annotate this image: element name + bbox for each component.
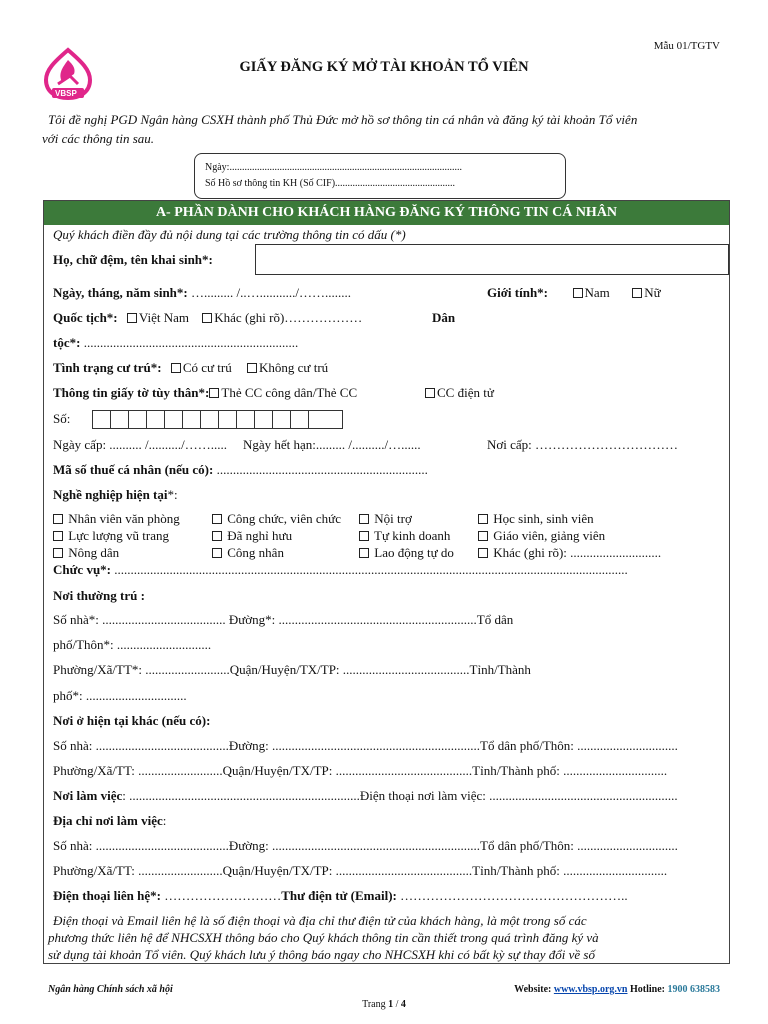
digit-box[interactable] (290, 410, 309, 429)
logo-text: VBSP (55, 89, 77, 98)
workplace-field[interactable]: : .......................................................................Điện thoại nơi làm việc: .......................................................... (122, 788, 678, 803)
occupation-option[interactable]: Giáo viên, giảng viên (478, 528, 605, 544)
residence-yes-label: Có cư trú (182, 360, 232, 375)
ethnic-field[interactable]: .................................................................. (80, 335, 299, 350)
cur-address-line-1[interactable]: Số nhà: .........................................Đường: ................................................................Tổ dân phố/Thôn: ............................... (53, 738, 678, 753)
residence-no-label: Không cư trú (259, 360, 329, 375)
digit-box[interactable] (128, 410, 147, 429)
page-current: 1 (388, 999, 394, 1010)
position-field[interactable]: .............................................................................................................................................................. (111, 562, 628, 577)
ethnic-row (53, 335, 298, 351)
checkbox[interactable] (212, 548, 222, 558)
work-address-line-1[interactable]: Số nhà: .........................................Đường: ................................................................Tổ dân phố/Thôn: ............................... (53, 838, 678, 853)
page-number (0, 999, 768, 1010)
perm-address-label: Nơi thường trú : (53, 588, 145, 603)
website-label: Website: (514, 984, 554, 995)
checkbox[interactable] (212, 514, 222, 524)
id-opt1-label: Thẻ CC công dân/Thẻ CC (221, 385, 358, 400)
section-a-header: A- PHẦN DÀNH CHO KHÁCH HÀNG ĐĂNG KÝ THÔNG TIN CÁ NHÂN (44, 201, 729, 225)
id-label: Thông tin giấy tờ tùy thân*: (53, 385, 210, 400)
id-row (53, 385, 357, 401)
info-date[interactable]: Ngày:............................................................................................. (205, 162, 462, 173)
ethnic-label-part2: tộc*: (53, 335, 81, 350)
nationality-vn-label: Việt Nam (138, 310, 190, 325)
digit-box[interactable] (236, 410, 255, 429)
hotline-number: 1900 638583 (667, 984, 720, 995)
tax-field[interactable]: ................................................................. (213, 462, 428, 477)
full-name-field[interactable] (255, 244, 729, 275)
digit-box[interactable] (254, 410, 273, 429)
residence-yes-checkbox[interactable] (171, 363, 181, 373)
issue-date-field[interactable]: Ngày cấp: .......... /........../……..... (53, 437, 228, 452)
digit-box[interactable] (272, 410, 291, 429)
website-link[interactable]: www.vbsp.org.vn (553, 984, 628, 995)
occupation-option[interactable]: Công nhân (212, 545, 284, 561)
occupation-label-suffix: *: (167, 487, 178, 502)
digit-box[interactable] (92, 410, 111, 429)
notice-line-3: sử dụng tài khoản Tổ viên. Quý khách lưu ý thông báo ngay cho NHCSXH khi có bất kỳ sự thay đổi về số (48, 947, 595, 962)
dob-field[interactable]: …......... /..….........../……........ (187, 285, 351, 300)
gender-male-label: Nam (584, 285, 610, 300)
checkbox[interactable] (212, 531, 222, 541)
tax-label: Mã số thuế cá nhân (nếu có): (53, 462, 214, 477)
residence-no-checkbox[interactable] (247, 363, 257, 373)
email-label: Thư điện tử (Email): (281, 888, 397, 903)
footer-contact (514, 984, 720, 995)
full-name-label: Họ, chữ đệm, tên khai sinh*: (53, 252, 213, 267)
cur-address-line-2[interactable]: Phường/Xã/TT: ..........................Quận/Huyện/TX/TP: ..........................................Tỉnh/Thành phố: ................................ (53, 763, 668, 778)
occupation-option[interactable]: Học sinh, sinh viên (478, 511, 594, 527)
ethnic-label-part1: Dân (432, 310, 456, 325)
id-opt2-label: CC điện tử (437, 385, 494, 400)
id-opt2 (425, 385, 494, 401)
digit-box[interactable] (308, 410, 343, 429)
gender-female-checkbox[interactable] (632, 288, 642, 298)
dob-row (53, 285, 351, 301)
digit-box[interactable] (200, 410, 219, 429)
page-separator: / (393, 999, 401, 1010)
residence-label: Tình trạng cư trú*: (53, 360, 162, 375)
issue-place-field[interactable]: Nơi cấp: …………………………… (487, 437, 679, 452)
checkbox[interactable] (478, 514, 488, 524)
workplace-label: Nơi làm việc (53, 788, 123, 803)
occupation-option[interactable]: Công chức, viên chức (212, 511, 341, 527)
form-code: Mẫu 01/TGTV (653, 40, 720, 52)
page-label: Trang (362, 999, 389, 1010)
residence-row (53, 360, 328, 376)
position-row (53, 562, 628, 578)
workplace-row (53, 788, 678, 804)
perm-address-line-4[interactable]: phố*: ............................... (53, 688, 187, 703)
email-field[interactable]: …………………………………………….. (396, 888, 628, 903)
phone-label: Điện thoại liên hệ*: (53, 888, 161, 903)
checkbox[interactable] (359, 514, 369, 524)
intro-line-2: với các thông tin sau. (42, 131, 155, 146)
tax-row (53, 462, 428, 478)
id-number-label: Số: (53, 411, 71, 426)
info-cif[interactable]: Số Hồ sơ thông tin KH (Số CIF)................................................ (205, 178, 456, 189)
cur-address-label: Nơi ở hiện tại khác (nếu có): (53, 713, 211, 728)
perm-address-line-1[interactable]: Số nhà*: ...................................... Đường*: .............................................................Tổ dân (53, 612, 514, 627)
checkbox[interactable] (359, 548, 369, 558)
work-address-line-2[interactable]: Phường/Xã/TT: ..........................Quận/Huyện/TX/TP: ..........................................Tỉnh/Thành phố: ................................ (53, 863, 668, 878)
occupation-option[interactable]: Khác (ghi rõ): ............................ (478, 545, 661, 561)
occupation-option[interactable]: Nông dân (53, 545, 119, 561)
checkbox[interactable] (359, 531, 369, 541)
occupation-heading (53, 487, 178, 503)
contact-row (53, 888, 628, 904)
position-label: Chức vụ*: (53, 562, 111, 577)
work-address-heading (53, 813, 166, 829)
gender-female-label: Nữ (644, 285, 661, 300)
page-total: 4 (400, 999, 406, 1010)
checkbox[interactable] (53, 548, 63, 558)
notice-line-2: phương thức liên hệ để NHCSXH thông báo cho Quý khách thông tin cần thiết trong quá trình đăng ký và (48, 930, 599, 945)
nationality-other-label: Khác (ghi rõ)……………… (214, 310, 363, 325)
gender-male-checkbox[interactable] (573, 288, 583, 298)
gender-label: Giới tính*: (487, 285, 549, 300)
checkbox[interactable] (478, 531, 488, 541)
occupation-option[interactable]: Lao động tự do (359, 545, 454, 561)
occupation-option[interactable]: Đã nghỉ hưu (212, 528, 292, 544)
nationality-vn-checkbox[interactable] (127, 313, 137, 323)
phone-field[interactable]: ……………………… (160, 888, 282, 903)
digit-box[interactable] (146, 410, 165, 429)
gender-row (487, 285, 661, 301)
checkbox[interactable] (53, 531, 63, 541)
occupation-label: Nghề nghiệp hiện tại (53, 487, 168, 502)
id-number-boxes[interactable] (93, 410, 343, 429)
page-title: GIẤY ĐĂNG KÝ MỞ TÀI KHOẢN TỔ VIÊN (239, 59, 529, 75)
work-address-label: Địa chỉ nơi làm việc (53, 813, 163, 828)
hotline-label: Hotline: (627, 984, 668, 995)
digit-box[interactable] (182, 410, 201, 429)
expiry-date-field[interactable]: Ngày hết hạn:......... /........../…...... (243, 437, 421, 452)
occupation-option[interactable]: Nội trợ (359, 511, 412, 527)
checkbox[interactable] (53, 514, 63, 524)
perm-address-line-2[interactable]: phố/Thôn*: ............................. (53, 637, 212, 652)
occupation-option[interactable]: Lực lượng vũ trang (53, 528, 169, 544)
intro-line-1: Tôi đề nghị PGD Ngân hàng CSXH thành phố Thủ Đức mở hồ sơ thông tin cá nhân và đăng ký tài khoản Tổ viên (48, 112, 638, 127)
work-address-label-suffix: : (162, 813, 167, 828)
required-note: Quý khách điền đầy đủ nội dung tại các trường thông tin có dấu (*) (53, 227, 406, 242)
footer-bank-name: Ngân hàng Chính sách xã hội (48, 984, 173, 995)
notice-line-1: Điện thoại và Email liên hệ là số điện thoại và địa chỉ thư điện tử của khách hàng, là một trong số các (53, 913, 587, 928)
nationality-row (53, 310, 362, 326)
perm-address-line-3[interactable]: Phường/Xã/TT*: ..........................Quận/Huyện/TX/TP: .......................................Tỉnh/Thành (53, 662, 531, 677)
occupation-option[interactable]: Nhân viên văn phòng (53, 511, 180, 527)
digit-box[interactable] (218, 410, 237, 429)
occupation-option[interactable]: Tự kinh doanh (359, 528, 450, 544)
bank-info-box (194, 153, 566, 199)
nationality-other-checkbox[interactable] (202, 313, 212, 323)
checkbox[interactable] (478, 548, 488, 558)
dob-label: Ngày, tháng, năm sinh*: (53, 285, 188, 300)
nationality-label: Quốc tịch*: (53, 310, 118, 325)
id-opt2-checkbox[interactable] (425, 388, 435, 398)
digit-box[interactable] (110, 410, 129, 429)
digit-box[interactable] (164, 410, 183, 429)
id-opt1-checkbox[interactable] (209, 388, 219, 398)
